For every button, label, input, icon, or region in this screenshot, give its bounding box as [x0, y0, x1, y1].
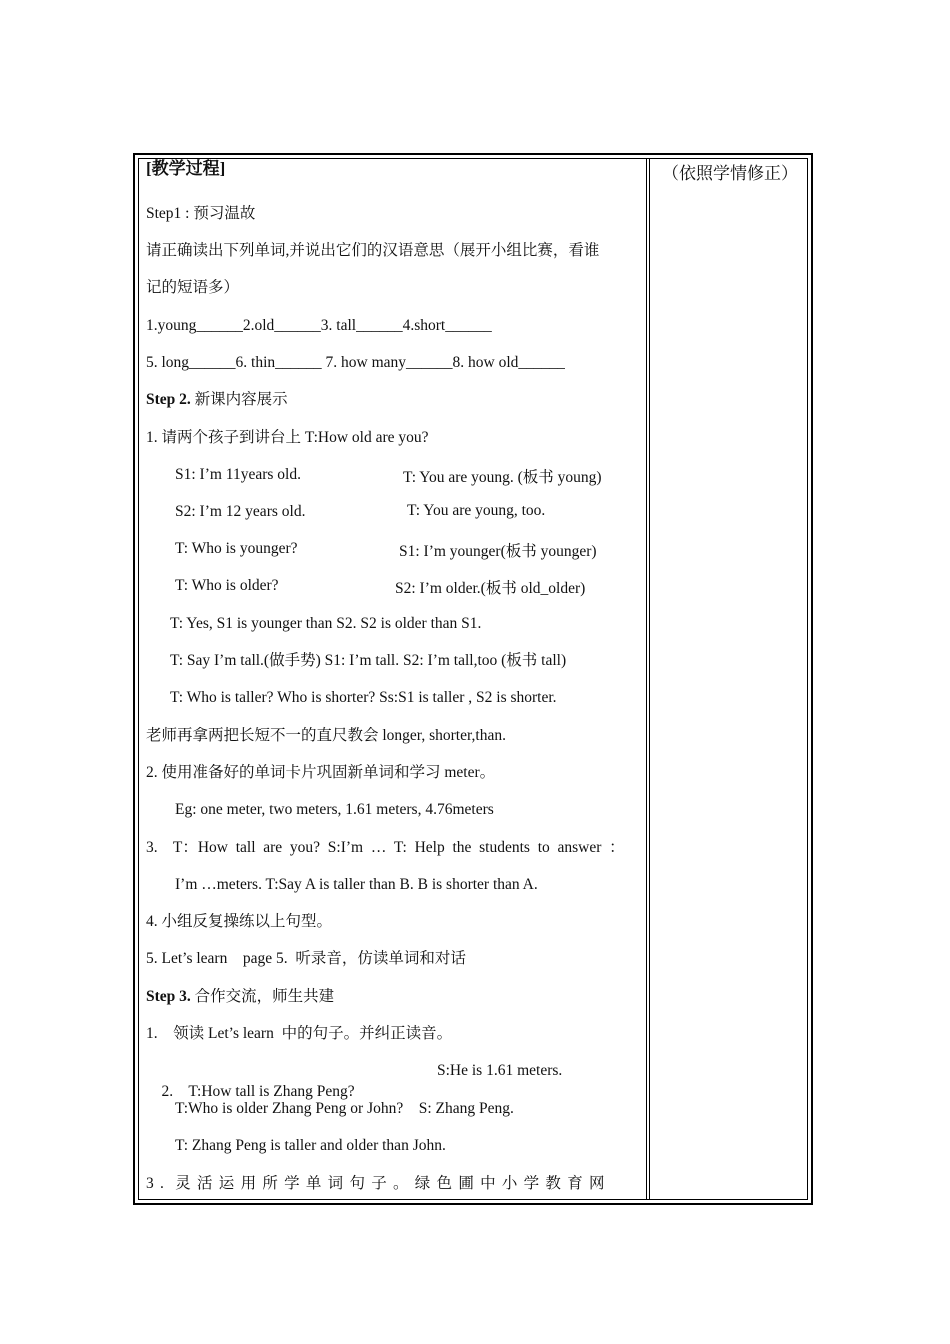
dialog-left: T: Who is younger? — [175, 540, 298, 557]
dialog-line — [175, 576, 279, 596]
step2-item-5: 5. Let’s learn page 5. 听录音，仿读单词和对话 — [146, 950, 466, 967]
dialog-line: T: Say I’m tall.(做手势) S1: I’m tall. S2: I’m tall,too (板书 tall) — [170, 652, 567, 669]
vocab-line-1: 1.young______2.old______3. tall______4.short______ — [146, 317, 492, 334]
step2-text: 新课内容展示 — [190, 391, 288, 408]
dialog-left: S2: I’m 12 years old. — [175, 503, 306, 520]
step3-title — [146, 987, 334, 1007]
dialog-line: T:Who is older Zhang Peng or John? S: Zhang Peng. — [175, 1100, 514, 1117]
step2-label: Step 2. — [146, 391, 191, 408]
step2-item-2: 2. 使用准备好的单词卡片巩固新单词和学习 meter。 — [146, 764, 496, 781]
dialog-line — [175, 465, 301, 485]
instruction-line-cont: 记的短语多） — [146, 279, 240, 296]
dialog-left: T: Who is older? — [175, 577, 279, 594]
side-note: （依照学情修正） — [662, 164, 798, 183]
teacher-note: 老师再拿两把长短不一的直尺教会 longer, shorter,than. — [146, 727, 506, 744]
lesson-table — [133, 153, 813, 1205]
step2-item-1: 1. 请两个孩子到讲台上 T:How old are you? — [146, 429, 429, 446]
step2-item-4: 4. 小组反复操练以上句型。 — [146, 913, 333, 930]
section-heading: [教学过程] — [146, 159, 226, 178]
column-divider — [646, 158, 647, 1200]
dialog-right: T: You are young. (板书 young) — [403, 469, 602, 486]
step3-text: 合作交流，师生共建 — [190, 988, 335, 1005]
dialog-line: T: Yes, S1 is younger than S2. S2 is older than S1. — [170, 615, 482, 632]
dialog-left: 2. T:How tall is Zhang Peng? — [161, 1083, 355, 1100]
dialog-right: T: You are young, too. — [407, 502, 546, 519]
step3-label: Step 3. — [146, 988, 191, 1005]
vocab-line-2: 5. long______6. thin______ 7. how many______8. how old______ — [146, 354, 565, 371]
step3-item-1: 1. 领读 Let’s learn 中的句子。并纠正读音。 — [146, 1025, 453, 1042]
dialog-right: S:He is 1.61 meters. — [437, 1062, 563, 1079]
column-divider-inner — [649, 158, 650, 1200]
example-line: Eg: one meter, two meters, 1.61 meters, 4.76meters — [175, 801, 494, 818]
dialog-line — [175, 539, 298, 559]
dialog-right: S1: I’m younger(板书 younger) — [399, 543, 597, 560]
step3-item-3: 3 . 灵 活 运 用 所 学 单 词 句 子 。 绿 色 圃 中 小 学 教 育 网 — [146, 1175, 606, 1192]
dialog-line: T: Who is taller? Who is shorter? Ss:S1 is taller , S2 is shorter. — [170, 689, 557, 706]
step1-title: Step1 : 预习温故 — [146, 205, 256, 222]
step2-title — [146, 390, 288, 410]
dialog-line: T: Zhang Peng is taller and older than John. — [175, 1137, 446, 1154]
instruction-line: 请正确读出下列单词,并说出它们的汉语意思（展开小组比赛，看谁 — [146, 242, 600, 259]
dialog-line — [175, 502, 305, 522]
dialog-left: S1: I’m 11years old. — [175, 466, 301, 483]
step2-item-3-cont: I’m …meters. T:Say A is taller than B. B is shorter than A. — [175, 876, 538, 893]
dialog-right: S2: I’m older.(板书 old_older) — [395, 580, 586, 597]
step2-item-3: 3. T：How tall are you? S:I’m … T: Help the students to answer ： — [146, 839, 625, 856]
